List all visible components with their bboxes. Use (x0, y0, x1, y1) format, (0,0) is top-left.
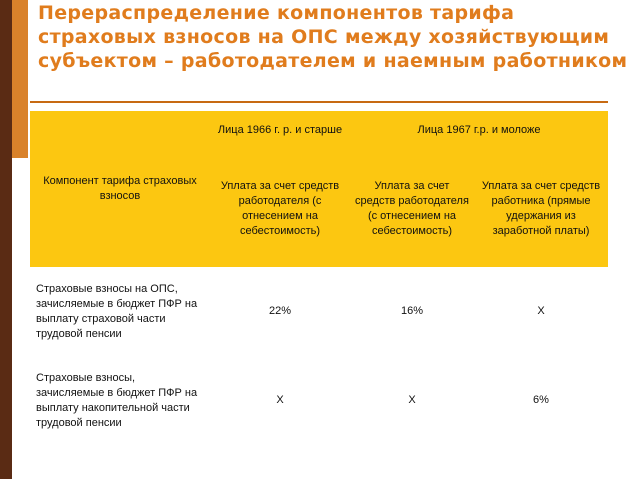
header-group-1967: Лица 1967 г.р. и моложе (350, 111, 608, 150)
header-corner-label: Компонент тарифа страховых взносов (30, 111, 210, 267)
cell-value: X (408, 394, 416, 406)
slide-side-bar-accent (12, 0, 28, 158)
tariff-table (30, 111, 608, 445)
subheader-1967-employee: Уплата за счет средств работника (прямые удержания из заработной платы) (474, 150, 608, 267)
table-row (30, 267, 608, 356)
row-label-insurance-part: Страховые взносы на ОПС, зачисляемые в бюджет ПФР на выплату страховой части трудовой пенсии (36, 282, 198, 340)
cell-value: 16% (400, 305, 424, 317)
header-group-1966: Лица 1966 г. р. и старше (210, 111, 350, 150)
subheader-1967-employer: Уплата за счет средств работодателя (с отнесением на себестоимость) (350, 150, 474, 267)
subheader-1966-employer: Уплата за счет средств работодателя (с отнесением на себестоимость) (210, 150, 350, 267)
tariff-table-container (30, 111, 608, 445)
cell-value: X (276, 394, 284, 406)
table-header-row (30, 111, 608, 150)
table-row (30, 356, 608, 445)
row-label-funded-part: Страховые взносы, зачисляемые в бюджет ПФР на выплату накопительной части трудовой пенсии (36, 371, 198, 429)
cell-value: 22% (268, 305, 292, 317)
slide-side-bar-dark (0, 0, 12, 479)
cell-value: 6% (533, 394, 549, 406)
cell-value: X (537, 305, 545, 317)
title-underline-rule (30, 101, 608, 103)
slide-title: Перераспределение компонентов тарифа страховых взносов на ОПС между хозяйствующим субъектом – работодателем и наемным работником (38, 2, 628, 72)
